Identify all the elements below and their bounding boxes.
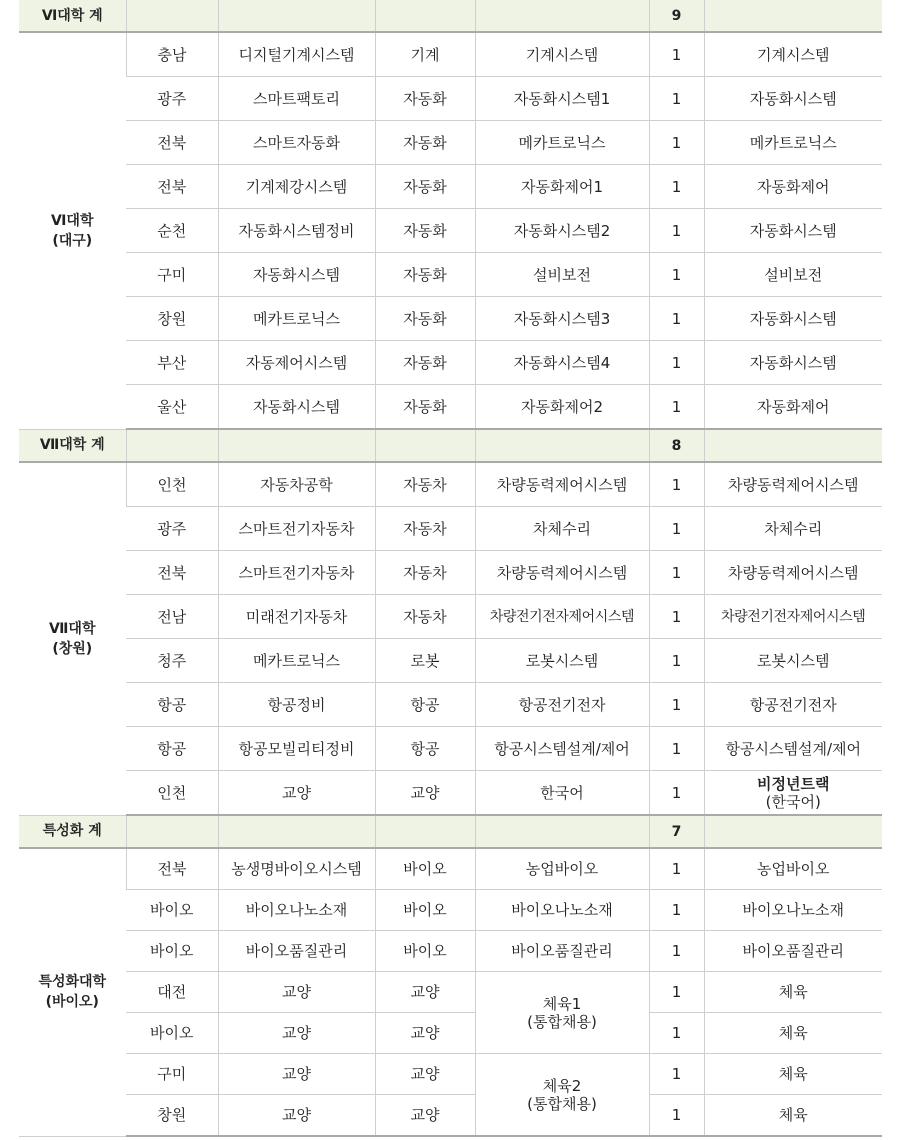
table-row bbox=[19, 253, 882, 297]
dept-cell: 교양 bbox=[218, 1054, 375, 1095]
count-cell: 1 bbox=[649, 77, 704, 121]
dept-cell: 스마트전기자동차 bbox=[218, 507, 375, 551]
course-cell: 항공시스템설계/제어 bbox=[475, 727, 649, 771]
campus-cell: 전북 bbox=[126, 165, 218, 209]
dept-cell: 자동제어시스템 bbox=[218, 341, 375, 385]
recruitment-table bbox=[19, 0, 882, 1137]
field-cell: 자동화 bbox=[375, 121, 475, 165]
summary-count: 9 bbox=[649, 0, 704, 32]
count-cell: 1 bbox=[649, 507, 704, 551]
field-cell: 교양 bbox=[375, 1013, 475, 1054]
field-cell: 자동화 bbox=[375, 209, 475, 253]
campus-cell: 순천 bbox=[126, 209, 218, 253]
course-cell: 농업바이오 bbox=[475, 848, 649, 890]
course-cell: 자동화시스템3 bbox=[475, 297, 649, 341]
count-cell: 1 bbox=[649, 1013, 704, 1054]
track-cell bbox=[704, 771, 882, 816]
count-cell: 1 bbox=[649, 683, 704, 727]
field-cell: 교양 bbox=[375, 1095, 475, 1137]
course-cell: 기계시스템 bbox=[475, 32, 649, 77]
field-cell: 로봇 bbox=[375, 639, 475, 683]
table-row bbox=[19, 771, 882, 816]
track-cell: 차량동력제어시스템 bbox=[704, 462, 882, 507]
track-cell: 자동화시스템 bbox=[704, 297, 882, 341]
summary-label: Ⅵ대학 계 bbox=[19, 0, 126, 32]
track-cell: 자동화시스템 bbox=[704, 77, 882, 121]
track-cell: 바이오나노소재 bbox=[704, 890, 882, 931]
track-cell: 설비보전 bbox=[704, 253, 882, 297]
track-cell: 자동화제어 bbox=[704, 165, 882, 209]
count-cell: 1 bbox=[649, 1095, 704, 1137]
count-cell: 1 bbox=[649, 385, 704, 430]
table-row bbox=[19, 595, 882, 639]
field-cell: 자동화 bbox=[375, 385, 475, 430]
track-primary: 비정년트랙 bbox=[757, 774, 830, 793]
university-cell: Ⅵ대학 (대구) bbox=[19, 32, 126, 429]
course-cell: 자동화시스템4 bbox=[475, 341, 649, 385]
track-cell: 기계시스템 bbox=[704, 32, 882, 77]
count-cell: 1 bbox=[649, 32, 704, 77]
track-cell: 자동화제어 bbox=[704, 385, 882, 430]
campus-cell: 구미 bbox=[126, 253, 218, 297]
course-cell: 차량전기전자제어시스템 bbox=[475, 595, 649, 639]
field-cell: 바이오 bbox=[375, 848, 475, 890]
count-cell: 1 bbox=[649, 341, 704, 385]
dept-cell: 스마트전기자동차 bbox=[218, 551, 375, 595]
track-cell: 차체수리 bbox=[704, 507, 882, 551]
summary-row-specialized bbox=[19, 815, 882, 848]
count-cell: 1 bbox=[649, 209, 704, 253]
table-row bbox=[19, 727, 882, 771]
count-cell: 1 bbox=[649, 639, 704, 683]
track-cell: 항공전기전자 bbox=[704, 683, 882, 727]
dept-cell: 교양 bbox=[218, 1095, 375, 1137]
track-cell: 자동화시스템 bbox=[704, 341, 882, 385]
dept-cell: 바이오품질관리 bbox=[218, 931, 375, 972]
table-row bbox=[19, 848, 882, 890]
field-cell: 자동화 bbox=[375, 297, 475, 341]
campus-cell: 바이오 bbox=[126, 890, 218, 931]
summary-row-vii bbox=[19, 429, 882, 462]
university-cell: 특성화대학 (바이오) bbox=[19, 848, 126, 1136]
track-cell: 차량전기전자제어시스템 bbox=[704, 595, 882, 639]
course-cell: 자동화시스템2 bbox=[475, 209, 649, 253]
table-row bbox=[19, 507, 882, 551]
dept-cell: 메카트로닉스 bbox=[218, 297, 375, 341]
campus-cell: 충남 bbox=[126, 32, 218, 77]
campus-cell: 인천 bbox=[126, 771, 218, 816]
table-row bbox=[19, 341, 882, 385]
count-cell: 1 bbox=[649, 551, 704, 595]
campus-cell: 전남 bbox=[126, 595, 218, 639]
table-row bbox=[19, 890, 882, 931]
summary-label: Ⅶ대학 계 bbox=[19, 429, 126, 462]
campus-cell: 청주 bbox=[126, 639, 218, 683]
course-cell: 차량동력제어시스템 bbox=[475, 462, 649, 507]
count-cell: 1 bbox=[649, 771, 704, 816]
field-cell: 자동화 bbox=[375, 341, 475, 385]
track-cell: 체육 bbox=[704, 1054, 882, 1095]
field-cell: 교양 bbox=[375, 1054, 475, 1095]
count-cell: 1 bbox=[649, 121, 704, 165]
course-cell: 자동화제어1 bbox=[475, 165, 649, 209]
dept-cell: 자동화시스템 bbox=[218, 253, 375, 297]
track-cell: 자동화시스템 bbox=[704, 209, 882, 253]
field-cell: 자동화 bbox=[375, 253, 475, 297]
table-row bbox=[19, 551, 882, 595]
course-cell: 로봇시스템 bbox=[475, 639, 649, 683]
track-cell: 체육 bbox=[704, 1095, 882, 1137]
campus-cell: 항공 bbox=[126, 727, 218, 771]
university-cell: Ⅶ대학 (창원) bbox=[19, 462, 126, 815]
course-cell: 설비보전 bbox=[475, 253, 649, 297]
count-cell: 1 bbox=[649, 297, 704, 341]
field-cell: 자동화 bbox=[375, 165, 475, 209]
track-cell: 로봇시스템 bbox=[704, 639, 882, 683]
campus-cell: 광주 bbox=[126, 507, 218, 551]
count-cell: 1 bbox=[649, 462, 704, 507]
table-row bbox=[19, 1095, 882, 1137]
course-cell-merged: 체육2 (통합채용) bbox=[475, 1054, 649, 1137]
table-row bbox=[19, 385, 882, 430]
dept-cell: 농생명바이오시스템 bbox=[218, 848, 375, 890]
campus-cell: 항공 bbox=[126, 683, 218, 727]
table-row bbox=[19, 209, 882, 253]
field-cell: 자동차 bbox=[375, 462, 475, 507]
field-cell: 바이오 bbox=[375, 931, 475, 972]
dept-cell: 자동화시스템 bbox=[218, 385, 375, 430]
table-row bbox=[19, 77, 882, 121]
course-cell: 차량동력제어시스템 bbox=[475, 551, 649, 595]
campus-cell: 인천 bbox=[126, 462, 218, 507]
table-row bbox=[19, 121, 882, 165]
course-cell: 자동화시스템1 bbox=[475, 77, 649, 121]
table-row bbox=[19, 1013, 882, 1054]
campus-cell: 바이오 bbox=[126, 1013, 218, 1054]
field-cell: 자동차 bbox=[375, 507, 475, 551]
campus-cell: 전북 bbox=[126, 848, 218, 890]
summary-count: 8 bbox=[649, 429, 704, 462]
table-row bbox=[19, 165, 882, 209]
course-cell: 자동화제어2 bbox=[475, 385, 649, 430]
field-cell: 교양 bbox=[375, 771, 475, 816]
dept-cell: 교양 bbox=[218, 972, 375, 1013]
summary-label: 특성화 계 bbox=[19, 815, 126, 848]
summary-count: 7 bbox=[649, 815, 704, 848]
course-cell: 차체수리 bbox=[475, 507, 649, 551]
count-cell: 1 bbox=[649, 972, 704, 1013]
campus-cell: 울산 bbox=[126, 385, 218, 430]
table-row bbox=[19, 639, 882, 683]
campus-cell: 창원 bbox=[126, 297, 218, 341]
count-cell: 1 bbox=[649, 848, 704, 890]
course-cell: 한국어 bbox=[475, 771, 649, 816]
field-cell: 자동차 bbox=[375, 595, 475, 639]
field-cell: 기계 bbox=[375, 32, 475, 77]
table-row bbox=[19, 683, 882, 727]
course-cell: 메카트로닉스 bbox=[475, 121, 649, 165]
count-cell: 1 bbox=[649, 595, 704, 639]
track-cell: 항공시스템설계/제어 bbox=[704, 727, 882, 771]
count-cell: 1 bbox=[649, 890, 704, 931]
dept-cell: 스마트팩토리 bbox=[218, 77, 375, 121]
table-row bbox=[19, 32, 882, 77]
track-cell: 차량동력제어시스템 bbox=[704, 551, 882, 595]
track-cell: 농업바이오 bbox=[704, 848, 882, 890]
dept-cell: 디지털기계시스템 bbox=[218, 32, 375, 77]
field-cell: 자동화 bbox=[375, 77, 475, 121]
table-row bbox=[19, 1054, 882, 1095]
campus-cell: 전북 bbox=[126, 551, 218, 595]
field-cell: 항공 bbox=[375, 683, 475, 727]
dept-cell: 기계제강시스템 bbox=[218, 165, 375, 209]
count-cell: 1 bbox=[649, 727, 704, 771]
dept-cell: 바이오나노소재 bbox=[218, 890, 375, 931]
dept-cell: 항공모빌리티정비 bbox=[218, 727, 375, 771]
campus-cell: 바이오 bbox=[126, 931, 218, 972]
dept-cell: 교양 bbox=[218, 1013, 375, 1054]
track-cell: 메카트로닉스 bbox=[704, 121, 882, 165]
campus-cell: 전북 bbox=[126, 121, 218, 165]
count-cell: 1 bbox=[649, 931, 704, 972]
field-cell: 바이오 bbox=[375, 890, 475, 931]
dept-cell: 자동차공학 bbox=[218, 462, 375, 507]
dept-cell: 자동화시스템정비 bbox=[218, 209, 375, 253]
course-cell-merged: 체육1 (통합채용) bbox=[475, 972, 649, 1054]
campus-cell: 광주 bbox=[126, 77, 218, 121]
track-cell: 체육 bbox=[704, 972, 882, 1013]
track-cell: 체육 bbox=[704, 1013, 882, 1054]
table-row bbox=[19, 297, 882, 341]
dept-cell: 스마트자동화 bbox=[218, 121, 375, 165]
count-cell: 1 bbox=[649, 253, 704, 297]
table-row bbox=[19, 931, 882, 972]
dept-cell: 메카트로닉스 bbox=[218, 639, 375, 683]
count-cell: 1 bbox=[649, 165, 704, 209]
count-cell: 1 bbox=[649, 1054, 704, 1095]
field-cell: 교양 bbox=[375, 972, 475, 1013]
dept-cell: 미래전기자동차 bbox=[218, 595, 375, 639]
track-secondary: (한국어) bbox=[765, 792, 821, 811]
course-cell: 바이오품질관리 bbox=[475, 931, 649, 972]
summary-row-vi bbox=[19, 0, 882, 32]
dept-cell: 항공정비 bbox=[218, 683, 375, 727]
table-row bbox=[19, 462, 882, 507]
campus-cell: 구미 bbox=[126, 1054, 218, 1095]
track-cell: 바이오품질관리 bbox=[704, 931, 882, 972]
campus-cell: 부산 bbox=[126, 341, 218, 385]
dept-cell: 교양 bbox=[218, 771, 375, 816]
course-cell: 항공전기전자 bbox=[475, 683, 649, 727]
course-cell: 바이오나노소재 bbox=[475, 890, 649, 931]
table-row bbox=[19, 972, 882, 1013]
field-cell: 항공 bbox=[375, 727, 475, 771]
campus-cell: 창원 bbox=[126, 1095, 218, 1137]
field-cell: 자동차 bbox=[375, 551, 475, 595]
campus-cell: 대전 bbox=[126, 972, 218, 1013]
